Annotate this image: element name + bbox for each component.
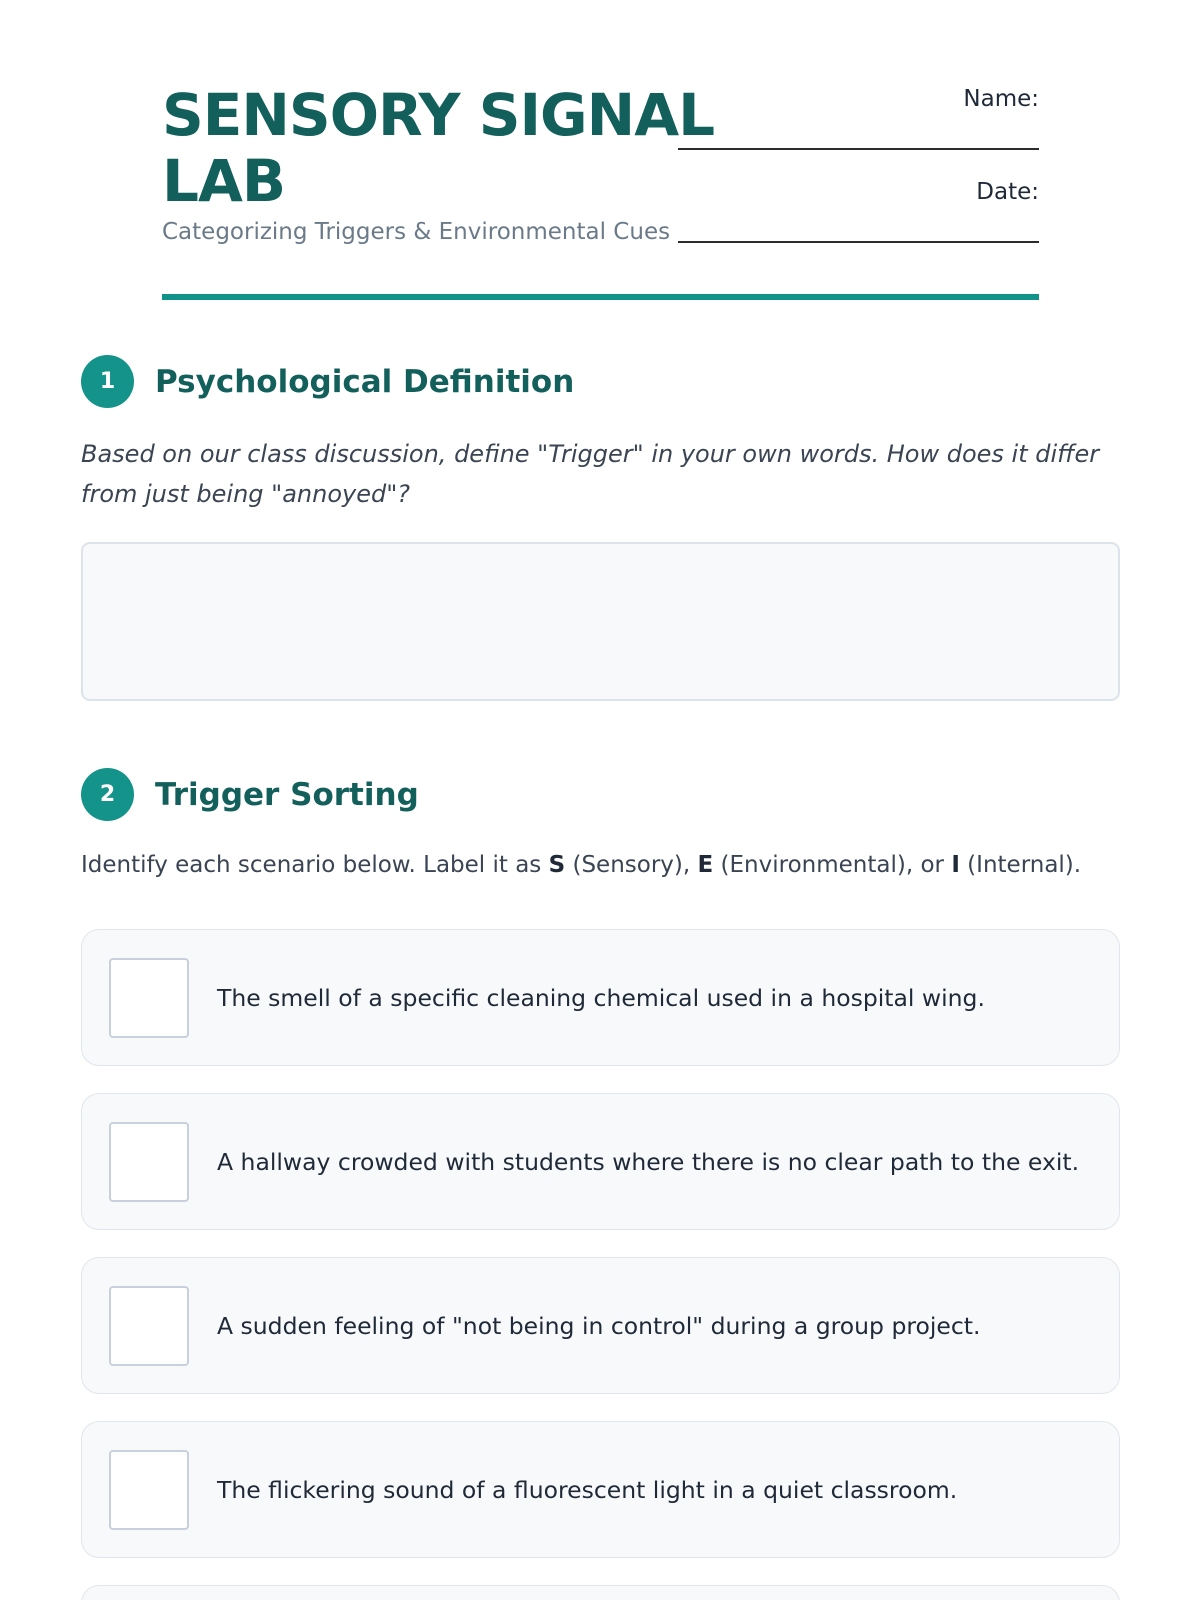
code-environmental: E: [697, 852, 714, 878]
label-internal: (Internal).: [959, 852, 1082, 878]
section-1-title: Psychological Definition: [155, 363, 575, 400]
scenario-text: The flickering sound of a fluorescent light in a quiet classroom.: [217, 1475, 958, 1504]
worksheet-header: [81, 0, 1119, 300]
header-divider: [162, 294, 1039, 300]
scenario-item-partial: [81, 1585, 1120, 1600]
scenario-label-box[interactable]: [109, 1286, 189, 1366]
section-2-number-badge: 2: [81, 768, 134, 821]
definition-prompt: Based on our class discussion, define "Trigger" in your own words. How does it differ from just being "annoyed"?: [81, 440, 1100, 508]
scenario-text: A hallway crowded with students where there is no clear path to the exit.: [217, 1147, 1080, 1176]
scenario-label-box[interactable]: [109, 1450, 189, 1530]
scenario-label-box[interactable]: [109, 1122, 189, 1202]
code-sensory: S: [548, 852, 566, 878]
name-field[interactable]: [678, 148, 1039, 150]
scenario-item: [81, 929, 1120, 1066]
section-1-number-badge: 1: [81, 355, 134, 408]
sorting-instructions: [81, 852, 1081, 878]
section-1-header: [81, 355, 574, 408]
name-label: Name:: [963, 86, 1039, 112]
scenario-item: [81, 1093, 1120, 1230]
date-field[interactable]: [678, 241, 1039, 243]
date-label: Date:: [976, 179, 1039, 205]
code-internal: I: [951, 852, 960, 878]
scenario-text: The smell of a specific cleaning chemical used in a hospital wing.: [217, 983, 985, 1012]
label-environmental: (Environmental), or: [713, 852, 952, 878]
scenario-list: [81, 929, 1120, 1600]
definition-answer-box[interactable]: [81, 542, 1120, 701]
scenario-text: A sudden feeling of "not being in control" during a group project.: [217, 1311, 981, 1340]
label-sensory: (Sensory),: [565, 852, 698, 878]
page-subtitle: Categorizing Triggers & Environmental Cues: [162, 219, 671, 245]
scenario-item: [81, 1257, 1120, 1394]
page-title: SENSORY SIGNAL LAB: [162, 81, 715, 215]
scenario-label-box[interactable]: [109, 958, 189, 1038]
section-2-header: [81, 768, 419, 821]
instructions-prefix: Identify each scenario below. Label it as: [81, 852, 549, 878]
scenario-item: [81, 1421, 1120, 1558]
section-2-title: Trigger Sorting: [155, 776, 419, 813]
